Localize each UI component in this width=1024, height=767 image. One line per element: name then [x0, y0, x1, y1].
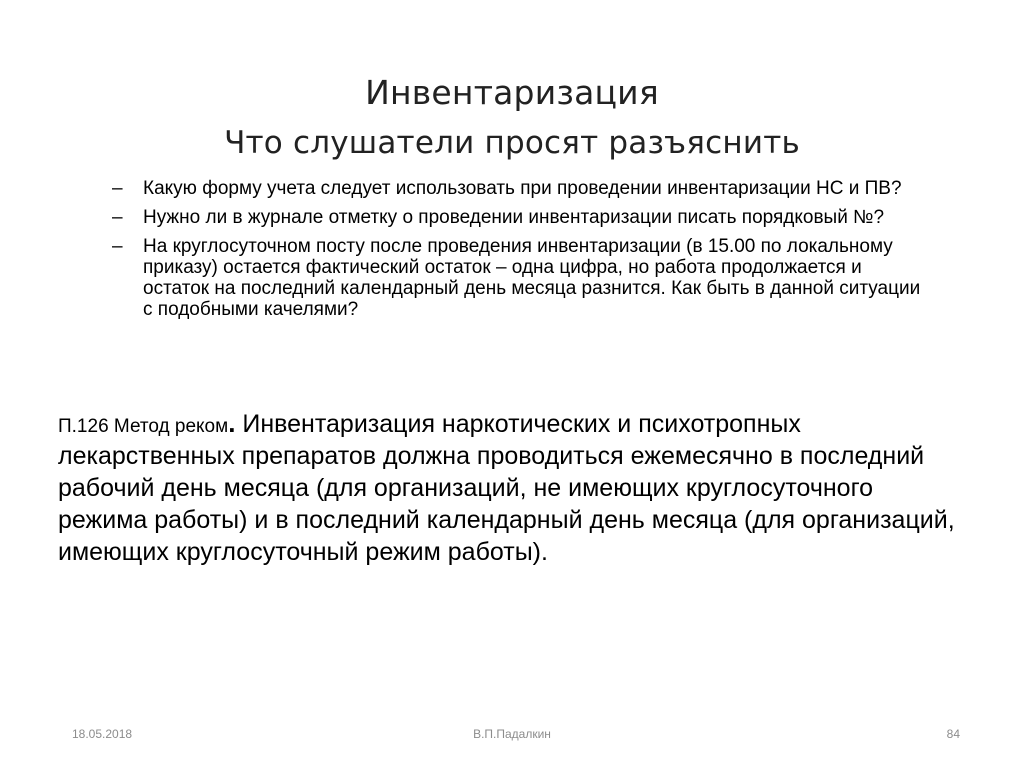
- question-text: На круглосуточном посту после проведения инвентаризации (в 15.00 по локальному приказу) остается фактический остаток – одна цифра, но работа продолжается и остаток на последний календарный день месяца разнится. Как быть в данной ситуации с подобными качелями?: [143, 236, 921, 320]
- footer-author: В.П.Падалкин: [473, 727, 551, 741]
- question-text: Какую форму учета следует использовать при проведении инвентаризации НС и ПВ?: [143, 178, 902, 199]
- slide-title-main: Инвентаризация: [365, 73, 659, 112]
- questions-list: [112, 178, 922, 328]
- rule-text: Инвентаризация наркотических и психотропных лекарственных препаратов должна проводиться ежемесячно в последний рабочий день месяца (для организаций, не имеющих круглосуточного режима работы) и в последний календарный день месяца (для организаций, имеющих круглосуточный режим работы).: [58, 410, 955, 566]
- list-item: [112, 178, 922, 199]
- page-number: 84: [946, 727, 960, 741]
- dash-bullet: –: [112, 236, 123, 257]
- list-item: [112, 207, 922, 228]
- dash-bullet: –: [112, 207, 123, 228]
- footer-date: 18.05.2018: [72, 727, 133, 741]
- slide-title: [0, 68, 1024, 168]
- rule-reference: П.126 Метод реком: [58, 416, 229, 437]
- rule-paragraph: [58, 409, 958, 570]
- list-item: [112, 236, 922, 320]
- rule-dot: .: [228, 408, 236, 438]
- question-text: Нужно ли в журнале отметку о проведении инвентаризации писать порядковый №?: [143, 207, 885, 228]
- slide-title-subtitle: Что слушатели просят разъяснить: [224, 125, 800, 161]
- dash-bullet: –: [112, 178, 123, 199]
